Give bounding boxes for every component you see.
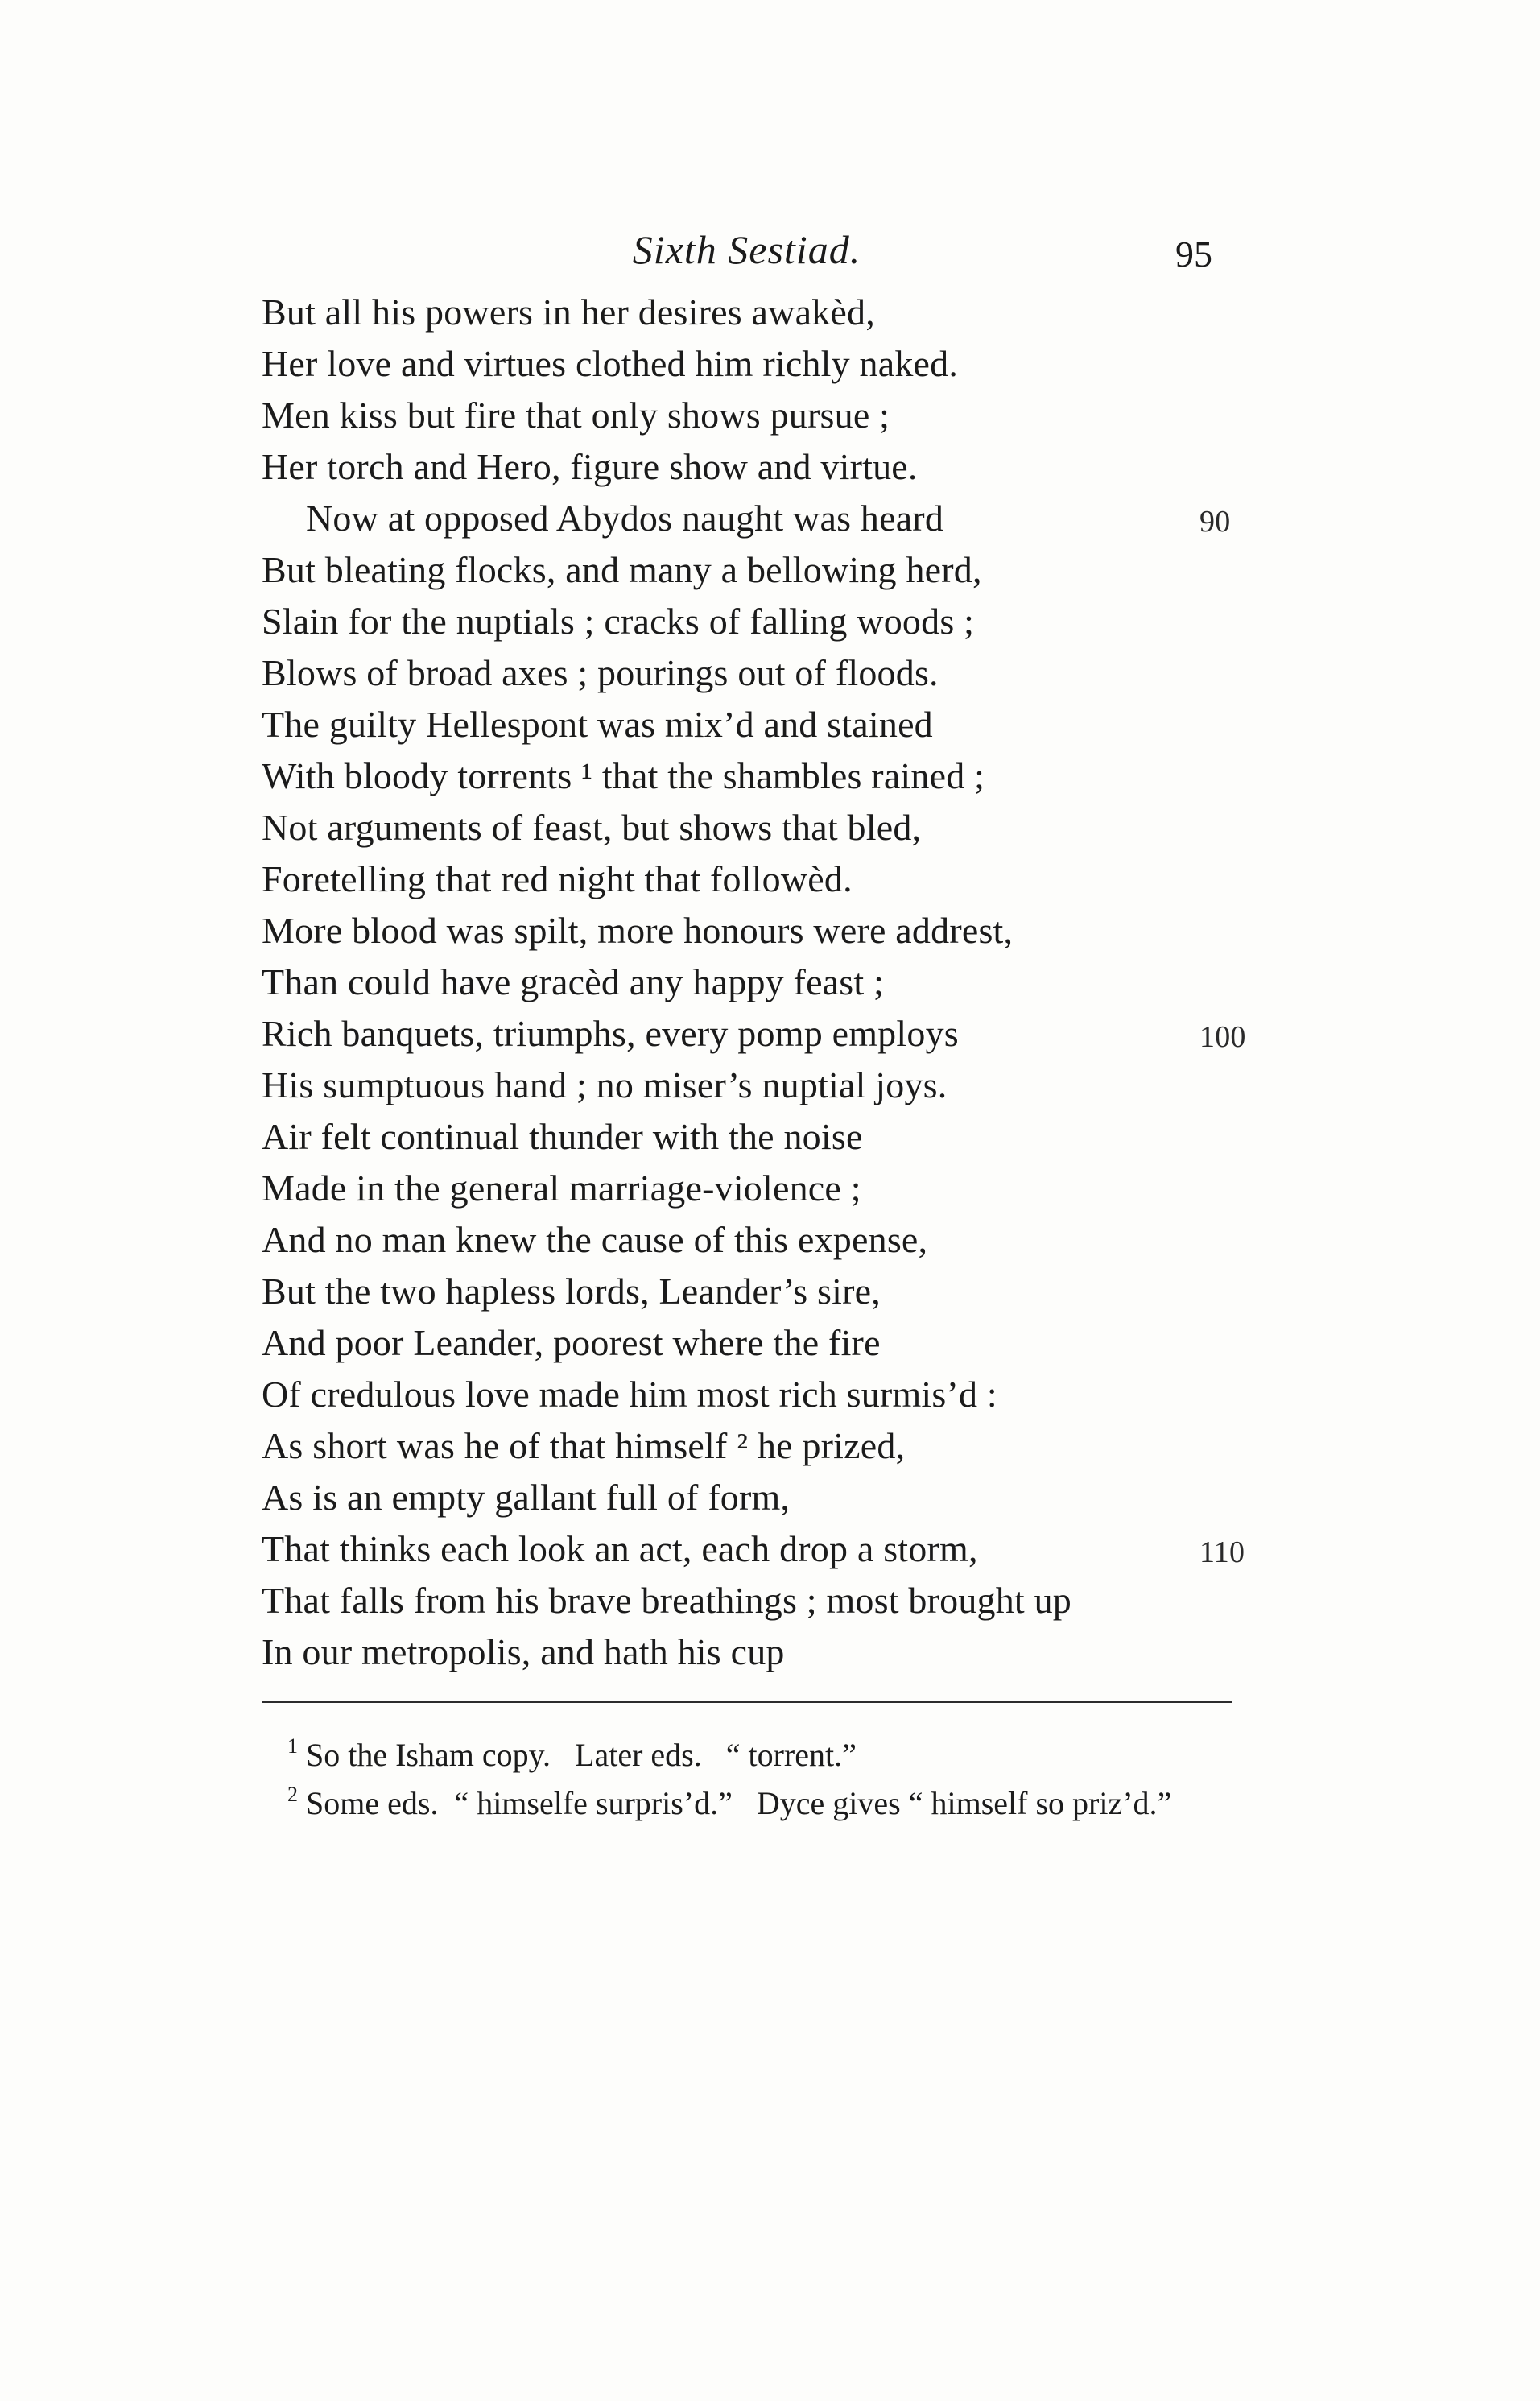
poem-line-text: But all his powers in her desires awakèd, [262, 291, 875, 333]
poem-line [262, 1060, 1300, 1111]
poem-line-text: Made in the general marriage-violence ; [262, 1167, 861, 1209]
footnotes-block [262, 1731, 1300, 1828]
poem-line [262, 905, 1300, 957]
poem-line-text: That thinks each look an act, each drop a storm, [262, 1528, 978, 1569]
poem-line-text: Now at opposed Abydos naught was heard [306, 498, 944, 539]
poem-line [262, 750, 1300, 802]
margin-line-number: 90 [1199, 505, 1231, 539]
poem-line [262, 1266, 1300, 1317]
footnote [262, 1779, 1300, 1828]
poem-line [262, 596, 1300, 647]
poem-line [262, 802, 1300, 853]
footnote-text: Some eds. “ himselfe surpris’d.” Dyce gives “ himself so priz’d.” [298, 1785, 1172, 1821]
poem-line [262, 699, 1300, 750]
poem-line-text: With bloody torrents ¹ that the shambles rained ; [262, 755, 985, 796]
poem-line [262, 544, 1300, 596]
poem-line-text: And no man knew the cause of this expense, [262, 1219, 928, 1260]
poem-line [262, 1523, 1300, 1575]
footnote-text: So the Isham copy. Later eds. “ torrent.” [298, 1737, 857, 1773]
poem-line-text: As short was he of that himself ² he prized, [262, 1425, 906, 1466]
poem-line-text: As is an empty gallant full of form, [262, 1477, 791, 1518]
footnote-marker: 1 [287, 1734, 298, 1758]
poem-line [262, 1111, 1300, 1163]
poem-line-text: Her torch and Hero, figure show and virtue. [262, 446, 918, 487]
poem-line-text: That falls from his brave breathings ; most brought up [262, 1580, 1071, 1621]
poem-line-text: Not arguments of feast, but shows that bled, [262, 807, 922, 848]
poem-line [262, 1369, 1300, 1420]
poem-line [262, 390, 1300, 441]
poem-line-text: The guilty Hellespont was mix’d and stained [262, 704, 933, 745]
poem-line [262, 1420, 1300, 1472]
poem-line-text: Air felt continual thunder with the noise [262, 1116, 863, 1157]
footnote-marker: 2 [287, 1783, 298, 1806]
poem-line [262, 1163, 1300, 1214]
poem-line [262, 957, 1300, 1008]
poem-line-text: And poor Leander, poorest where the fire [262, 1322, 881, 1363]
poem-line [262, 853, 1300, 905]
poem-line [262, 1626, 1300, 1678]
poem-line [262, 1214, 1300, 1266]
page-number: 95 [1175, 233, 1212, 275]
poem-line [262, 493, 1300, 544]
poem-line-text: Her love and virtues clothed him richly naked. [262, 343, 959, 384]
poem-line [262, 338, 1300, 390]
poem-line-text: More blood was spilt, more honours were addrest, [262, 910, 1014, 951]
poem-line-text: Than could have gracèd any happy feast ; [262, 961, 885, 1002]
poem-line-text: His sumptuous hand ; no miser’s nuptial joys. [262, 1064, 948, 1105]
poem-line-text: Blows of broad axes ; pourings out of floods. [262, 652, 939, 693]
poem-line [262, 1008, 1300, 1060]
poem-line-text: In our metropolis, and hath his cup [262, 1631, 785, 1672]
margin-line-number: 110 [1199, 1535, 1245, 1569]
poem-line-text: But bleating flocks, and many a bellowing herd, [262, 549, 982, 590]
poem-line-text: Men kiss but fire that only shows pursue ; [262, 395, 890, 436]
poem-line [262, 287, 1300, 338]
poem-line [262, 1472, 1300, 1523]
running-title: Sixth Sestiad. [632, 227, 861, 272]
poem-line [262, 1317, 1300, 1369]
poem-line-text: Foretelling that red night that followèd. [262, 858, 853, 899]
poem-line [262, 647, 1300, 699]
poem-line [262, 441, 1300, 493]
poem-line-text: Slain for the nuptials ; cracks of falling woods ; [262, 601, 975, 642]
poem-body [262, 287, 1300, 1678]
poem-line [262, 1575, 1300, 1626]
margin-line-number: 100 [1199, 1020, 1246, 1054]
footnote [262, 1731, 1300, 1779]
poem-line-text: Of credulous love made him most rich surmis’d : [262, 1374, 997, 1415]
footnote-separator-rule [262, 1701, 1232, 1703]
poem-line-text: Rich banquets, triumphs, every pomp employs [262, 1013, 959, 1054]
poem-line-text: But the two hapless lords, Leander’s sire, [262, 1271, 881, 1312]
